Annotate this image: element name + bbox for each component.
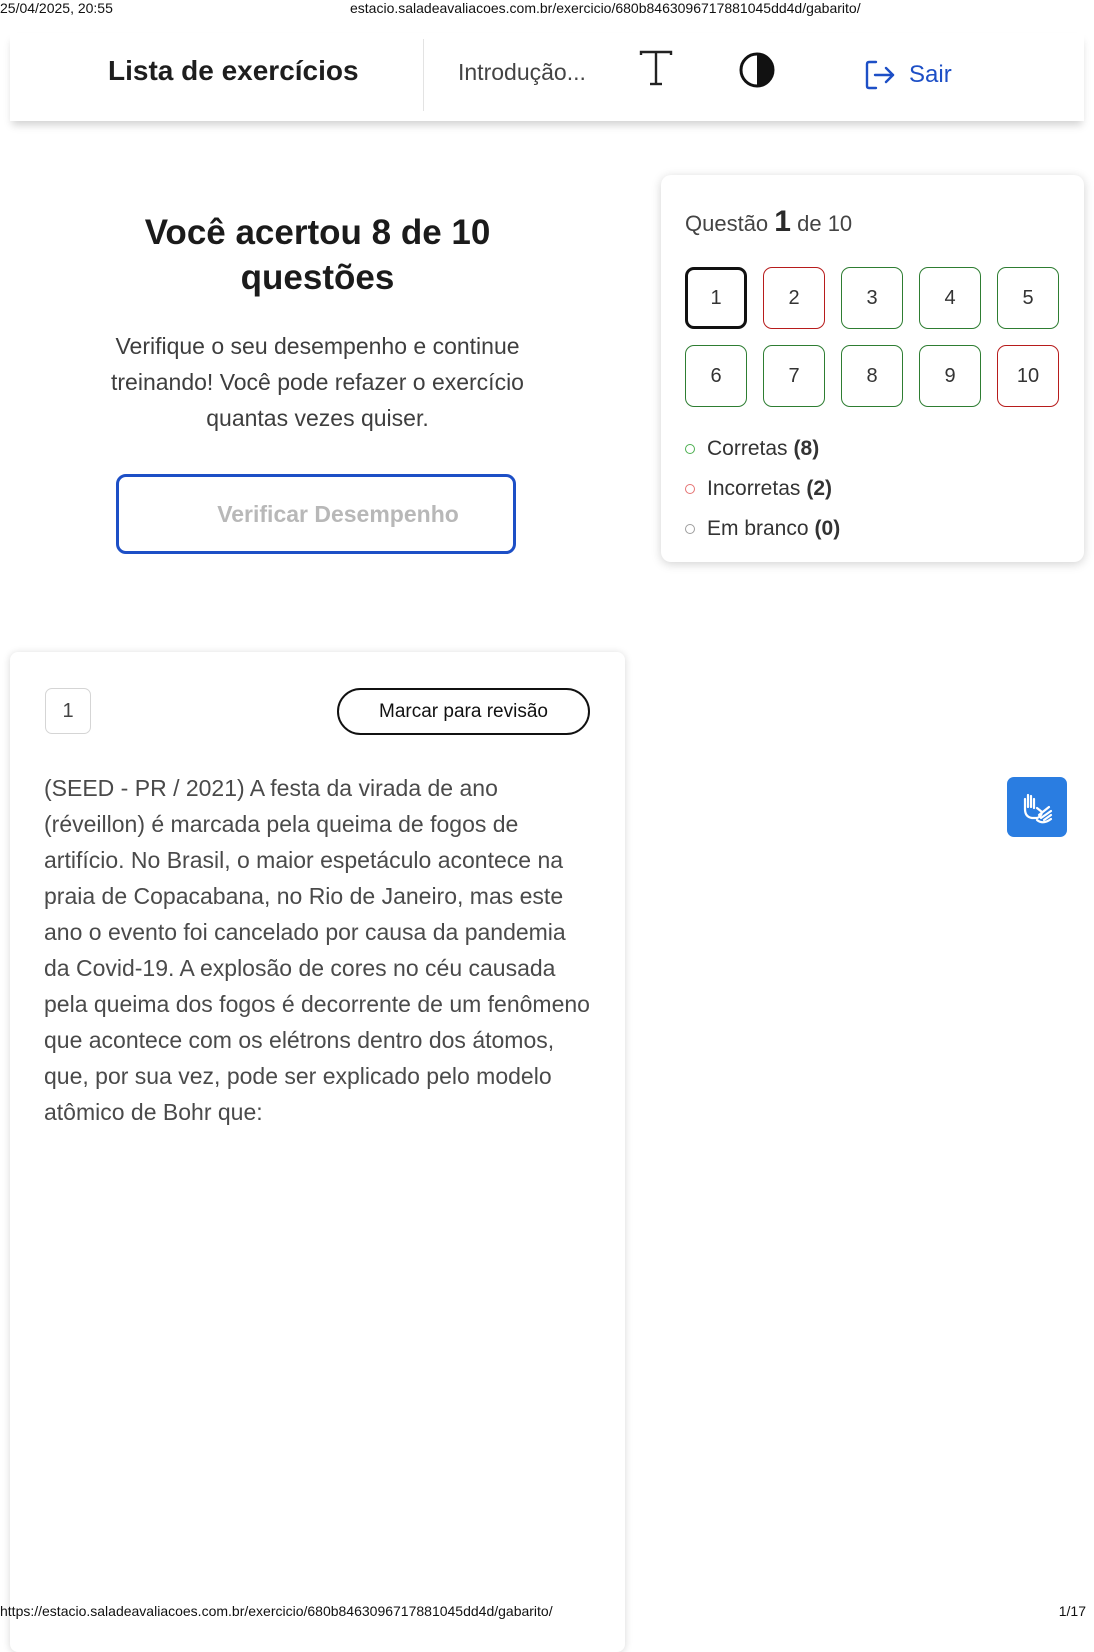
verify-performance-button[interactable] xyxy=(116,474,516,554)
question-counter-current: 1 xyxy=(774,205,791,238)
logout-icon xyxy=(863,58,897,92)
legend-correct-count: (8) xyxy=(793,437,820,460)
legend-blank-label: Em branco xyxy=(707,517,809,540)
logout-button[interactable] xyxy=(863,55,952,95)
question-card xyxy=(10,652,625,1652)
correct-dot-icon xyxy=(685,444,695,454)
result-subtitle: Verifique o seu desempenho e continue treinando! Você pode refazer o exercício quantas vezes quiser. xyxy=(111,333,524,431)
print-datetime: 25/04/2025, 20:55 xyxy=(0,0,113,16)
verify-performance-label: Verificar Desempenho xyxy=(217,500,459,527)
sign-language-button[interactable] xyxy=(1007,777,1067,837)
incorrect-dot-icon xyxy=(685,484,695,494)
print-footer xyxy=(0,1603,1094,1621)
legend-incorrect-label: Incorretas xyxy=(707,477,801,500)
question-counter-prefix: Questão xyxy=(685,211,769,236)
legend-incorrect xyxy=(685,469,840,509)
legend-incorrect-count: (2) xyxy=(806,477,833,500)
question-button-8[interactable]: 8 xyxy=(841,345,903,407)
question-statement: (SEED - PR / 2021) A festa da virada de ano (réveillon) é marcada pela queima de fogos de artifício. No Brasil, o maior espetáculo acontece na praia de Copacabana, no Rio de Janeiro, mas este ano o evento foi cancelado por causa da pandemia da Covid-19. A explosão de cores no céu causada pela queima dos fogos é decorrente de um fenômeno que acontece com os elétrons dentro dos átomos, que, por sua vez, pode ser explicado pelo modelo atômico de Bohr que: xyxy=(44,775,590,1125)
question-button-7[interactable]: 7 xyxy=(763,345,825,407)
question-button-10[interactable]: 10 xyxy=(997,345,1059,407)
question-button-4[interactable]: 4 xyxy=(919,267,981,329)
question-button-3[interactable]: 3 xyxy=(841,267,903,329)
page-title: Lista de exercícios xyxy=(108,55,359,86)
result-title: Você acertou 8 de 10 questões xyxy=(144,213,491,297)
header-divider xyxy=(423,39,424,111)
print-url: estacio.saladeavaliacoes.com.br/exercicio/680b8463096717881045dd4d/gabarito/ xyxy=(350,0,861,16)
print-page-number: 1/17 xyxy=(1058,1603,1086,1619)
contrast-icon[interactable] xyxy=(738,51,776,89)
question-counter-suffix: de 10 xyxy=(797,211,853,236)
question-button-2[interactable]: 2 xyxy=(763,267,825,329)
question-counter xyxy=(685,205,852,239)
question-button-6[interactable]: 6 xyxy=(685,345,747,407)
status-legend xyxy=(685,429,840,549)
question-number-badge: 1 xyxy=(45,688,91,734)
logout-label: Sair xyxy=(909,61,952,88)
legend-correct-label: Corretas xyxy=(707,437,788,460)
sign-language-icon xyxy=(1017,787,1057,827)
blank-dot-icon xyxy=(685,524,695,534)
top-bar xyxy=(10,33,1084,121)
question-button-9[interactable]: 9 xyxy=(919,345,981,407)
legend-blank-count: (0) xyxy=(814,517,841,540)
print-header xyxy=(0,0,1094,18)
question-button-1[interactable]: 1 xyxy=(685,267,747,329)
question-navigator xyxy=(661,175,1084,562)
legend-blank xyxy=(685,509,840,549)
question-button-5[interactable]: 5 xyxy=(997,267,1059,329)
mark-for-review-button[interactable]: Marcar para revisão xyxy=(337,688,590,735)
course-title[interactable]: Introdução... xyxy=(458,59,586,85)
text-size-icon[interactable] xyxy=(639,49,673,89)
print-footer-url: https://estacio.saladeavaliacoes.com.br/exercicio/680b8463096717881045dd4d/gabarito/ xyxy=(0,1603,553,1619)
legend-correct xyxy=(685,429,840,469)
